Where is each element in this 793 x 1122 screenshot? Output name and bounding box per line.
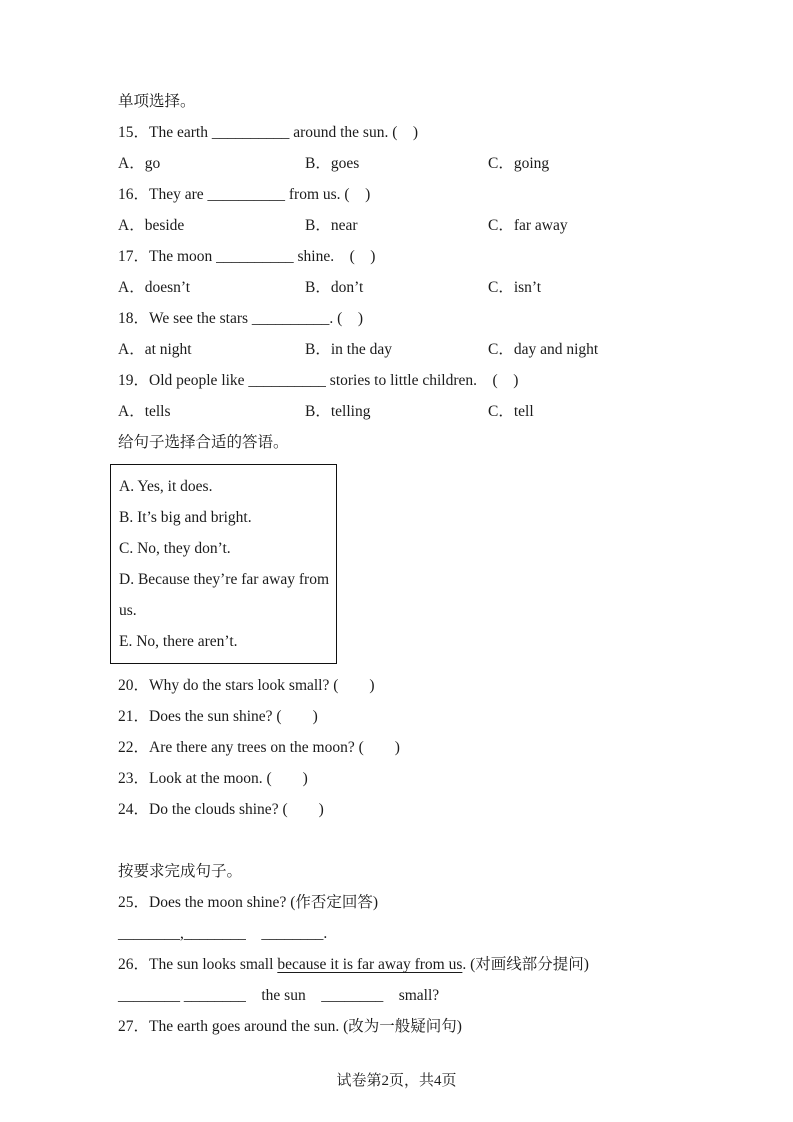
section-title-matching: 给句子选择合适的答语。 [118, 434, 289, 451]
answer-blanks-26: ________ ________ the sun ________ small? [118, 987, 440, 1004]
option-19-b: B．telling [305, 403, 371, 420]
option-15-b: B．goes [305, 155, 360, 172]
question-16: 16．They are __________ from us. ( ) [118, 186, 371, 203]
box-option-d: D. Because they’re far away from us. [119, 571, 333, 619]
option-19-a: A．tells [118, 403, 171, 420]
option-17-c: C．isn’t [488, 279, 542, 296]
options-row-16 [118, 210, 680, 241]
section-title-rewrite: 按要求完成句子。 [118, 863, 243, 880]
option-15-a: A．go [118, 155, 161, 172]
page-content [118, 86, 680, 1042]
question-15: 15．The earth __________ around the sun. ( ) [118, 124, 419, 141]
question-20: 20．Why do the stars look small? ( ) [118, 677, 375, 694]
box-option-a: A. Yes, it does. [119, 478, 213, 495]
question-26-prefix: 26．The sun looks small [118, 956, 278, 973]
question-19: 19．Old people like __________ stories to little children. ( ) [118, 372, 519, 389]
question-26-suffix: . (对画线部分提问) [462, 956, 589, 973]
options-row-15 [118, 148, 680, 179]
option-17-a: A．doesn’t [118, 279, 191, 296]
option-18-b: B．in the day [305, 341, 392, 358]
box-option-c: C. No, they don’t. [119, 540, 231, 557]
options-row-19 [118, 396, 680, 427]
question-24: 24．Do the clouds shine? ( ) [118, 801, 324, 818]
box-option-e: E. No, there aren’t. [119, 633, 238, 650]
question-18: 18．We see the stars __________. ( ) [118, 310, 363, 327]
option-17-b: B．don’t [305, 279, 364, 296]
option-16-c: C．far away [488, 217, 568, 234]
question-23: 23．Look at the moon. ( ) [118, 770, 308, 787]
option-15-c: C．going [488, 155, 550, 172]
question-22: 22．Are there any trees on the moon? ( ) [118, 739, 400, 756]
question-21: 21．Does the sun shine? ( ) [118, 708, 318, 725]
question-17: 17．The moon __________ shine. ( ) [118, 248, 376, 265]
options-row-18 [118, 334, 680, 365]
blank-line [118, 825, 680, 856]
page-footer: 试卷第2页，共4页 [336, 1073, 457, 1089]
underlined-phrase: because it is far away from us [277, 956, 463, 973]
option-16-b: B．near [305, 217, 358, 234]
answer-options-box [110, 464, 337, 664]
option-18-c: C．day and night [488, 341, 599, 358]
option-16-a: A．beside [118, 217, 185, 234]
box-option-b: B. It’s big and bright. [119, 509, 252, 526]
question-25: 25．Does the moon shine? (作否定回答) [118, 894, 379, 911]
option-19-c: C．tell [488, 403, 534, 420]
question-26 [118, 949, 680, 980]
answer-blanks-25: ________,________ ________. [118, 925, 328, 942]
option-18-a: A．at night [118, 341, 192, 358]
question-27: 27．The earth goes around the sun. (改为一般疑问句) [118, 1018, 462, 1035]
options-row-17 [118, 272, 680, 303]
section-title-multiple-choice: 单项选择。 [118, 93, 196, 110]
